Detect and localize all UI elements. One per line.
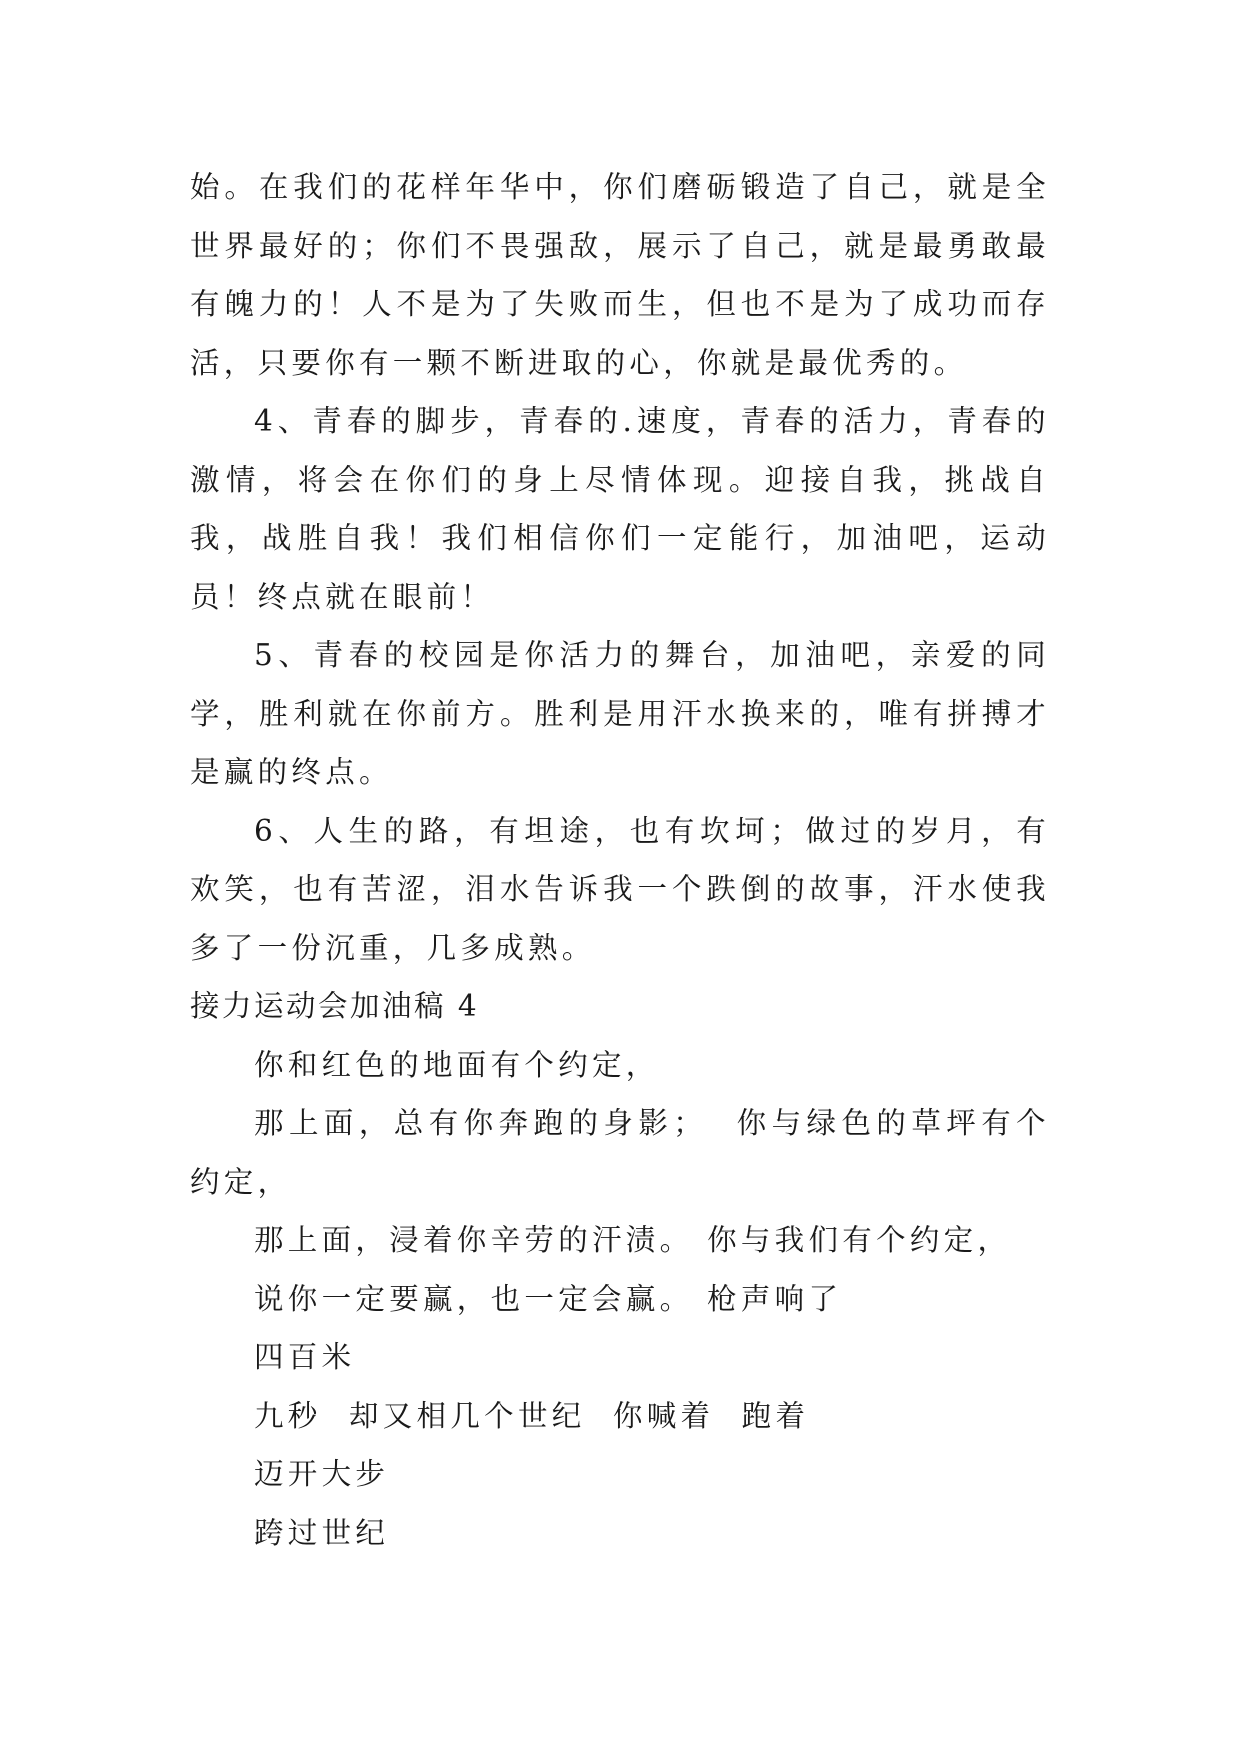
poem-line-7: 迈开大步 (254, 1457, 390, 1491)
paragraph-item-5: 5、青春的校园是你活力的舞台，加油吧，亲爱的同学，胜利就在你前方。胜利是用汗水换来的，唯有拼搏才是赢的终点。 (190, 638, 1050, 789)
document-body (190, 158, 1050, 1562)
poem-line-6: 九秒 却又相几个世纪 你喊着 跑着 (254, 1398, 810, 1433)
poem-line-4: 说你一定要赢，也一定会赢。 枪声响了 (254, 1281, 843, 1316)
poem-line-1: 你和红色的地面有个约定， (254, 1047, 660, 1082)
paragraph-item-6: 6、人生的路，有坦途，也有坎坷；做过的岁月，有欢笑，也有苦涩，泪水告诉我一个跌倒的故事，汗水使我多了一份沉重，几多成熟。 (190, 813, 1050, 965)
section-title: 接力运动会加油稿 4 (190, 989, 480, 1023)
paragraph-item-4: 4、青春的脚步，青春的.速度，青春的活力，青春的激情，将会在你们的身上尽情体现。迎接自我，挑战自我，战胜自我！我们相信你们一定能行，加油吧，运动员！终点就在眼前！ (190, 404, 1050, 614)
paragraph-continuation: 始。在我们的花样年华中，你们磨砺锻造了自己，就是全世界最好的；你们不畏强敌，展示了自己，就是最勇敢最有魄力的！人不是为了失败而生，但也不是为了成功而存活，只要你有一颗不断进取的心，你就是最优秀的。 (190, 170, 1050, 380)
poem-line-5: 四百米 (254, 1340, 356, 1374)
poem-line-2: 那上面，总有你奔跑的身影； 你与绿色的草坪有个约定， (190, 1106, 1050, 1199)
poem-line-8: 跨过世纪 (254, 1515, 390, 1550)
poem-line-3: 那上面，浸着你辛劳的汗渍。 你与我们有个约定， (254, 1223, 1012, 1257)
